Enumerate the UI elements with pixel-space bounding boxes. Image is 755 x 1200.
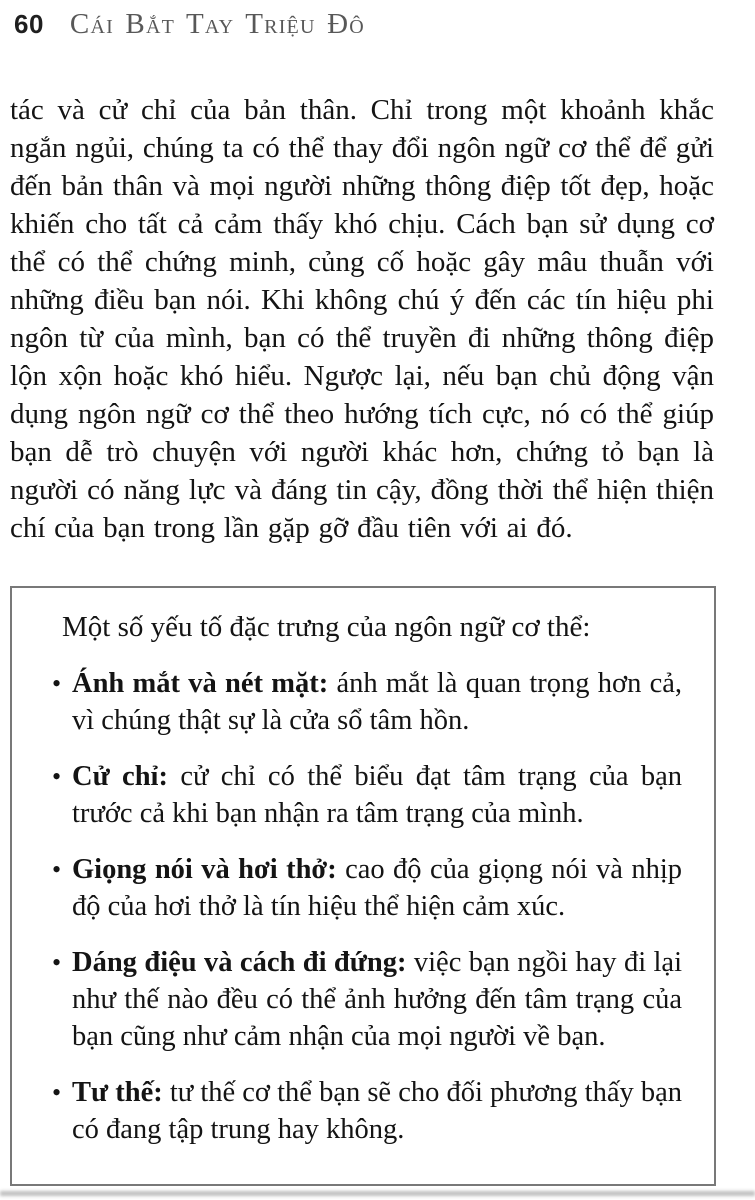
page-number: 60 <box>14 9 44 39</box>
bullet-list <box>52 665 682 1148</box>
list-item <box>52 758 682 832</box>
list-item <box>52 1074 682 1148</box>
bullet-description: việc bạn ngồi hay đi lại như thế nào đều có thể ảnh hưởng đến tâm trạng của bạn cũng như cảm nhận của mọi người về bạn. <box>72 947 683 1052</box>
bullet-description: ánh mắt là quan trọng hơn cả, vì chúng thật sự là cửa sổ tâm hồn. <box>72 668 682 736</box>
list-item <box>52 944 682 1055</box>
bullet-icon: • <box>52 855 62 884</box>
bullet-description: cử chỉ có thể biểu đạt tâm trạng của bạn trước cả khi bạn nhận ra tâm trạng của mình. <box>72 761 683 829</box>
bullet-term: Ánh mắt và nét mặt: <box>72 668 329 699</box>
bullet-description: tư thế cơ thể bạn sẽ cho đối phương thấy bạn có đang tập trung hay không. <box>72 1077 683 1145</box>
box-intro: Một số yếu tố đặc trưng của ngôn ngữ cơ thể: <box>62 611 591 643</box>
bullet-icon: • <box>52 948 62 977</box>
bullet-term: Cử chỉ: <box>72 761 168 792</box>
body-language-callout-box <box>10 586 716 1186</box>
bullet-icon: • <box>52 1078 62 1107</box>
body-paragraph: tác và cử chỉ của bản thân. Chỉ trong một khoảnh khắc ngắn ngủi, chúng ta có thể thay đổi ngôn ngữ cơ thể để gửi đến bản thân và mọi người những thông điệp tốt đẹp, hoặc khiến cho tất cả cảm thấy khó chịu. Cách bạn sử dụng cơ thể có thể chứng minh, củng cố hoặc gây mâu thuẫn với những điều bạn nói. Khi không chú ý đến các tín hiệu phi ngôn từ của mình, bạn có thể truyền đi những thông điệp lộn xộn hoặc khó hiểu. Ngược lại, nếu bạn chủ động vận dụng ngôn ngữ cơ thể theo hướng tích cực, nó có thể giúp bạn dễ trò chuyện với người khác hơn, chứng tỏ bạn là người có năng lực và đáng tin cậy, đồng thời thể hiện thiện chí của bạn trong lần gặp gỡ đầu tiên với ai đó. <box>10 94 714 544</box>
bullet-term: Dáng điệu và cách đi đứng: <box>72 947 407 978</box>
bullet-icon: • <box>52 669 62 698</box>
list-item <box>52 851 682 925</box>
bullet-description: cao độ của giọng nói và nhịp độ của hơi thở là tín hiệu thể hiện cảm xúc. <box>72 854 682 922</box>
list-item <box>52 665 682 739</box>
book-title: Cái Bắt Tay Triệu Đô <box>69 8 365 40</box>
bullet-term: Giọng nói và hơi thở: <box>72 854 337 885</box>
page-bottom-shadow <box>0 1191 755 1196</box>
bullet-term: Tư thế: <box>72 1077 163 1108</box>
running-header <box>14 8 365 41</box>
bullet-icon: • <box>52 762 62 791</box>
